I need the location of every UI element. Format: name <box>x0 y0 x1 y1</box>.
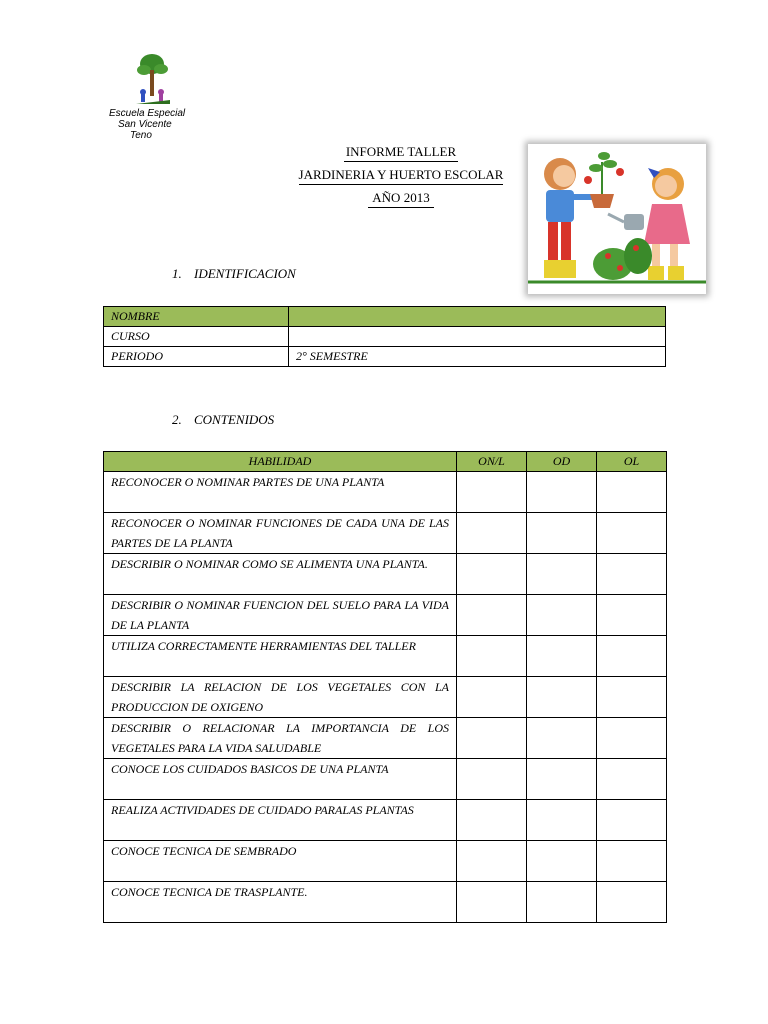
table-row <box>104 307 666 327</box>
section-contenidos-heading <box>172 412 274 428</box>
table-row <box>104 554 667 595</box>
school-name-line1: Escuela Especial <box>109 108 186 119</box>
school-name-line3: Teno <box>130 130 152 141</box>
table-row <box>104 513 667 554</box>
onl-cell[interactable] <box>457 472 527 513</box>
identification-value[interactable] <box>289 327 666 347</box>
title-line2: JARDINERIA Y HUERTO ESCOLAR <box>299 166 504 185</box>
column-header-onl: ON/L <box>457 452 527 472</box>
skill-cell: DESCRIBIR O NOMINAR COMO SE ALIMENTA UNA PLANTA. <box>104 554 457 595</box>
table-row <box>104 327 666 347</box>
od-cell[interactable] <box>527 759 597 800</box>
column-header-habilidad: HABILIDAD <box>104 452 457 472</box>
onl-cell[interactable] <box>457 718 527 759</box>
onl-cell[interactable] <box>457 841 527 882</box>
onl-cell[interactable] <box>457 513 527 554</box>
ol-cell[interactable] <box>597 554 667 595</box>
table-row <box>104 636 667 677</box>
ol-cell[interactable] <box>597 595 667 636</box>
table-row <box>104 347 666 367</box>
skill-cell: RECONOCER O NOMINAR PARTES DE UNA PLANTA <box>104 472 457 513</box>
column-header-od: OD <box>527 452 597 472</box>
report-title <box>290 143 512 212</box>
ol-cell[interactable] <box>597 636 667 677</box>
skill-cell: CONOCE TECNICA DE SEMBRADO <box>104 841 457 882</box>
title-line3: AÑO 2013 <box>368 189 433 208</box>
onl-cell[interactable] <box>457 677 527 718</box>
identification-label: CURSO <box>104 327 289 347</box>
children-gardening-illustration <box>528 144 706 294</box>
ol-cell[interactable] <box>597 882 667 923</box>
skill-cell: DESCRIBIR O NOMINAR FUENCION DEL SUELO PARA LA VIDA DE LA PLANTA <box>104 595 457 636</box>
skill-cell: REALIZA ACTIVIDADES DE CUIDADO PARALAS PLANTAS <box>104 800 457 841</box>
identification-label: PERIODO <box>104 347 289 367</box>
skill-cell: DESCRIBIR LA RELACION DE LOS VEGETALES CON LA PRODUCCION DE OXIGENO <box>104 677 457 718</box>
identification-label: NOMBRE <box>104 307 289 327</box>
od-cell[interactable] <box>527 882 597 923</box>
od-cell[interactable] <box>527 636 597 677</box>
od-cell[interactable] <box>527 472 597 513</box>
table-row <box>104 759 667 800</box>
od-cell[interactable] <box>527 513 597 554</box>
table-row <box>104 677 667 718</box>
table-row <box>104 472 667 513</box>
onl-cell[interactable] <box>457 636 527 677</box>
table-row <box>104 800 667 841</box>
onl-cell[interactable] <box>457 759 527 800</box>
ol-cell[interactable] <box>597 841 667 882</box>
identification-value[interactable] <box>289 307 666 327</box>
school-name <box>104 108 204 141</box>
ol-cell[interactable] <box>597 677 667 718</box>
onl-cell[interactable] <box>457 800 527 841</box>
od-cell[interactable] <box>527 554 597 595</box>
skill-cell: DESCRIBIR O RELACIONAR LA IMPORTANCIA DE LOS VEGETALES PARA LA VIDA SALUDABLE <box>104 718 457 759</box>
column-header-ol: OL <box>597 452 667 472</box>
od-cell[interactable] <box>527 841 597 882</box>
skill-cell: UTILIZA CORRECTAMENTE HERRAMIENTAS DEL TALLER <box>104 636 457 677</box>
ol-cell[interactable] <box>597 759 667 800</box>
identification-table <box>103 306 666 367</box>
onl-cell[interactable] <box>457 882 527 923</box>
skill-cell: CONOCE TECNICA DE TRASPLANTE. <box>104 882 457 923</box>
table-row <box>104 595 667 636</box>
onl-cell[interactable] <box>457 554 527 595</box>
section2-number: 2. <box>172 412 182 427</box>
onl-cell[interactable] <box>457 595 527 636</box>
od-cell[interactable] <box>527 718 597 759</box>
skill-cell: CONOCE LOS CUIDADOS BASICOS DE UNA PLANTA <box>104 759 457 800</box>
table-row <box>104 882 667 923</box>
table-header-row <box>104 452 667 472</box>
table-row <box>104 718 667 759</box>
ol-cell[interactable] <box>597 800 667 841</box>
gardening-children-icon <box>528 144 706 294</box>
ol-cell[interactable] <box>597 513 667 554</box>
od-cell[interactable] <box>527 800 597 841</box>
ol-cell[interactable] <box>597 472 667 513</box>
title-line1: INFORME TALLER <box>344 143 458 162</box>
section-identificacion-heading <box>172 266 296 282</box>
section1-number: 1. <box>172 266 182 281</box>
contents-table <box>103 451 667 923</box>
section1-label: IDENTIFICACION <box>194 266 296 281</box>
identification-value[interactable]: 2° SEMESTRE <box>289 347 666 367</box>
od-cell[interactable] <box>527 595 597 636</box>
tree-logo-icon <box>134 52 174 108</box>
table-row <box>104 841 667 882</box>
section2-label: CONTENIDOS <box>194 412 275 427</box>
skill-cell: RECONOCER O NOMINAR FUNCIONES DE CADA UNA DE LAS PARTES DE LA PLANTA <box>104 513 457 554</box>
school-name-line2: San Vicente <box>118 119 172 130</box>
ol-cell[interactable] <box>597 718 667 759</box>
od-cell[interactable] <box>527 677 597 718</box>
